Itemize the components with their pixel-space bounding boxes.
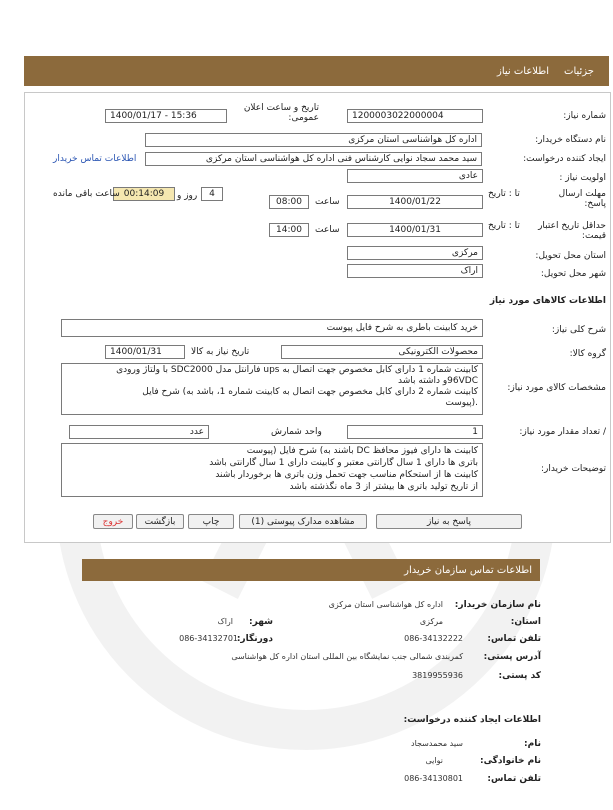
creator-family: نوایی — [425, 756, 443, 765]
contact-title: اطلاعات تماس سازمان خریدار — [404, 565, 532, 576]
goods-section-title: اطلاعات کالاهای مورد نیاز — [489, 296, 606, 306]
priority: عادی — [347, 169, 483, 183]
remain-days: 4 — [201, 187, 223, 201]
deadline-date-label: تا : تاریخ — [488, 189, 520, 199]
notes-line: باتری ها دارای 1 سال گارانتی معتبر و کابینت دارای 1 سال گارانتی باشد — [209, 458, 478, 468]
exit-button[interactable]: خروج — [93, 514, 133, 529]
contact-fax: 086-34132701 — [179, 634, 238, 643]
contact-postcode-label: کد پستی: — [498, 671, 541, 681]
validity-time: 14:00 — [269, 223, 309, 237]
buyer-org-label: نام دستگاه خریدار: — [535, 135, 606, 145]
need-date-label: تاریخ نیاز به کالا — [191, 347, 250, 357]
breadcrumb-current: اطلاعات نیاز — [497, 66, 549, 77]
creator-name: سید محمدسجاد — [411, 739, 463, 748]
deadline-time: 08:00 — [269, 195, 309, 209]
contact-city-label: شهر: — [249, 617, 273, 627]
contact-postcode: 3819955936 — [412, 671, 463, 680]
creator-family-label: نام خانوادگی: — [479, 756, 541, 766]
city-label: شهر محل تحویل: — [540, 269, 606, 279]
need-date: 1400/01/31 — [105, 345, 185, 359]
need-details-panel — [24, 92, 611, 543]
remain-days-label: روز و — [177, 191, 198, 201]
priority-label: اولویت نیاز : — [559, 173, 606, 183]
remain-time-label: ساعت باقی مانده — [53, 189, 120, 199]
deadline-label: مهلت ارسال پاسخ: — [558, 189, 606, 209]
buyer-org: اداره کل هواشناسی استان مرکزی — [145, 133, 482, 147]
validity-time-label: ساعت — [315, 225, 340, 235]
creator: سید محمد سجاد نوایی کارشناس فنی اداره کل هواشناسی استان مرکزی — [145, 152, 482, 166]
contact-section-header — [82, 559, 540, 581]
contact-org-label: نام سازمان خریدار: — [454, 600, 541, 610]
spec-label: مشخصات کالای مورد نیاز: — [507, 383, 606, 393]
goods-group-label: گروه کالا: — [569, 349, 606, 359]
creator-label: ایجاد کننده درخواست: — [523, 154, 606, 164]
creator-name-label: نام: — [524, 739, 541, 749]
notes-line: از تاریخ تولید باتری ها بیشتر از 3 ماه نگذشته باشد — [289, 482, 478, 492]
province-label: استان محل تحویل: — [535, 251, 606, 261]
contact-fax-label: دورنگار: — [236, 634, 273, 644]
unit: عدد — [69, 425, 209, 439]
attachments-button[interactable]: مشاهده مدارک پیوستی (1) — [239, 514, 367, 529]
contact-address-label: آدرس پستی: — [483, 652, 541, 662]
contact-phone: 086-34132222 — [404, 634, 463, 643]
creator-phone-label: تلفن تماس: — [487, 774, 541, 784]
goods-group: محصولات الکترونیکی — [281, 345, 483, 359]
announce-date: 1400/01/17 - 15:36 — [105, 109, 227, 123]
goods-summary: خرید کابینت باطری به شرح فایل پیوست — [61, 319, 483, 337]
need-number: 1200003022000004 — [347, 109, 483, 123]
contact-org: اداره کل هواشناسی استان مرکزی — [328, 600, 443, 609]
page-header — [24, 56, 609, 86]
contact-province: مرکزی — [419, 617, 443, 626]
buyer-contact-link[interactable]: اطلاعات تماس خریدار — [53, 154, 137, 164]
spec-line: 96VDCو داشته باشد — [398, 376, 478, 386]
spec-line: .(پیوست — [445, 398, 478, 408]
notes-text — [61, 443, 483, 497]
notes-label: توضیحات خریدار: — [540, 464, 606, 474]
validity-date-label: تا : تاریخ — [488, 221, 520, 231]
qty-label: / تعداد مقدار مورد نیاز: — [519, 427, 606, 437]
unit-label: واحد شمارش — [271, 427, 322, 437]
contact-phone-label: تلفن تماس: — [487, 634, 541, 644]
goods-summary-label: شرح کلی نیاز: — [551, 325, 606, 335]
remain-time: 00:14:09 — [113, 187, 175, 201]
spec-line: کابینت شماره 2 دارای کابل مخصوص جهت اتصال به کابینت شماره 1، باشد به) شرح فایل — [142, 387, 478, 397]
deadline-date: 1400/01/22 — [347, 195, 483, 209]
spec-text — [61, 363, 483, 415]
city: اراک — [347, 264, 483, 278]
announce-label: تاریخ و ساعت اعلان عمومی: — [243, 103, 319, 123]
province: مرکزی — [347, 246, 483, 260]
qty: 1 — [347, 425, 483, 439]
validity-date: 1400/01/31 — [347, 223, 483, 237]
notes-line: کابینت ها از استحکام مناسب جهت تحمل وزن باتری ها برخوردار باشند — [215, 470, 478, 480]
back-button[interactable]: بازگشت — [136, 514, 184, 529]
creator-phone: 086-34130801 — [404, 774, 463, 783]
contact-province-label: استان: — [510, 617, 541, 627]
contact-city: اراک — [217, 617, 233, 626]
validity-label: حداقل تاریخ اعتبار قیمت: — [538, 221, 606, 241]
spec-line: کابینت شماره 1 دارای کابل مخصوص جهت اتصال به ups فارانتل مدل SDC2000 با ولتاژ ورودی — [116, 365, 478, 375]
creator-info-title: اطلاعات ایجاد کننده درخواست: — [403, 715, 541, 725]
notes-line: کابینت ها دارای فیوز محافظ DC باشند به) شرح فایل (پیوست — [246, 446, 478, 456]
deadline-time-label: ساعت — [315, 197, 340, 207]
print-button[interactable]: چاپ — [188, 514, 234, 529]
reply-button[interactable]: پاسخ به نیاز — [376, 514, 522, 529]
breadcrumb-home[interactable]: جزئیات — [564, 66, 594, 77]
contact-address: کمربندی شمالی جنب نمایشگاه بین المللی استان اداره کل هواشناسی — [231, 652, 463, 661]
need-number-label: شماره نیاز: — [563, 111, 606, 121]
